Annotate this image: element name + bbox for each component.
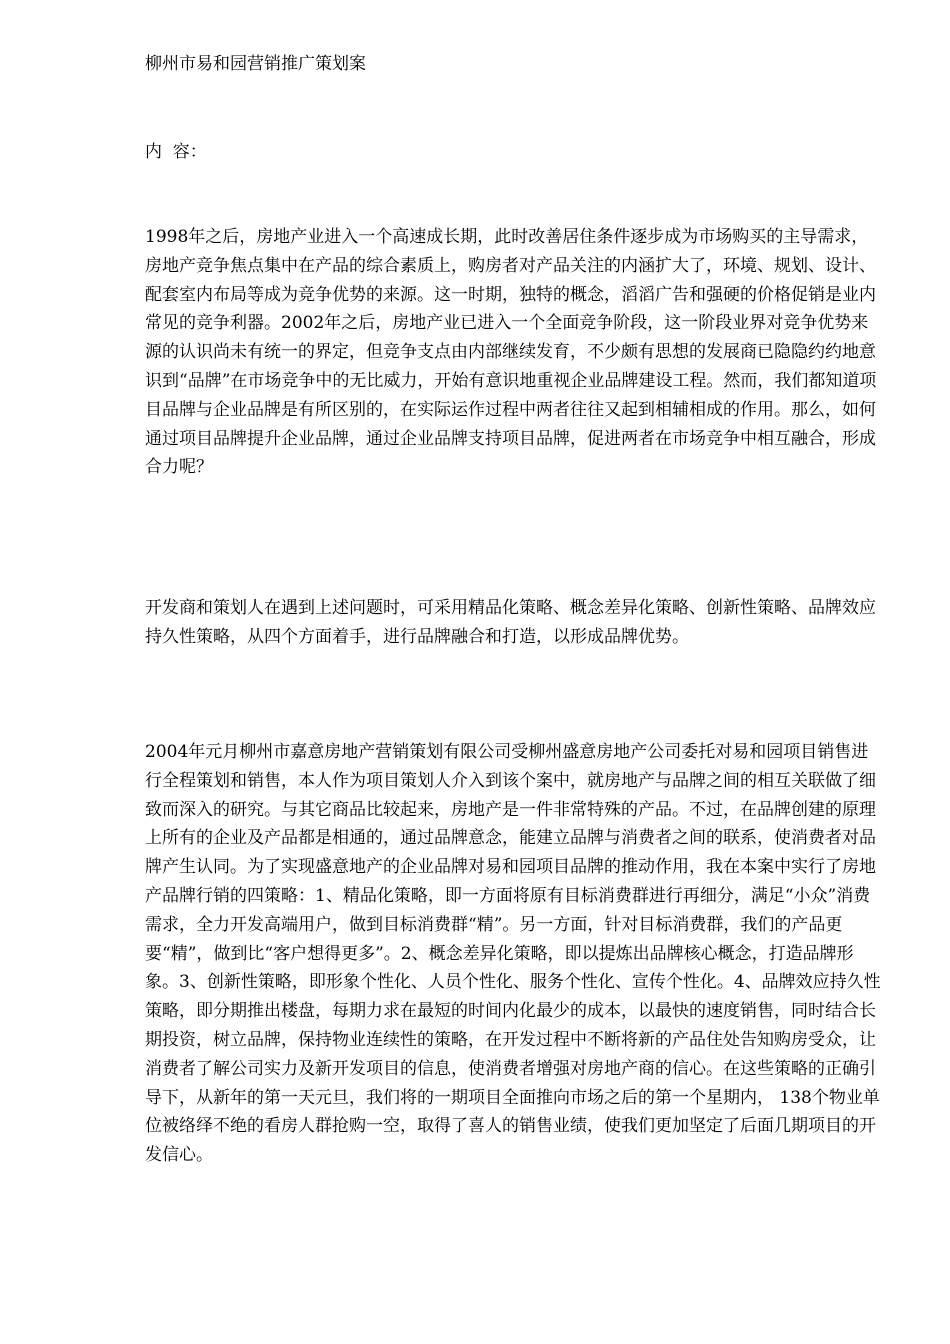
paragraph-case-study: 2004年元月柳州市嘉意房地产营销策划有限公司受柳州盛意房地产公司委托对易和园项目销售进行全程策划和销售，本人作为项目策划人介入到该个案中，就房地产与品牌之间的相互关联做了细致而深入的研究。与其它商品比较起来，房地产是一件非常特殊的产品。不过，在品牌创建的原理上所有的企业及产品都是相通的，通过品牌意念，能建立品牌与消费者之间的联系，使消费者对品牌产生认同。为了实现盛意地产的企业品牌对易和园项目品牌的推动作用，我在本案中实行了房地产品牌行销的四策略：1、精品化策略，即一方面将原有目标消费群进行再细分，满足“小众”消费需求，全力开发高端用户，做到目标消费群“精”。另一方面，针对目标消费群，我们的产品更要“精”，做到比“客户想得更多”。2、概念差异化策略，即以提炼出品牌核心概念，打造品牌形象。3、创新性策略，即形象个性化、人员个性化、服务个性化、宣传个性化。4、品牌效应持久性策略，即分期推出楼盘，每期力求在最短的时间内化最少的成本，以最快的速度销售，同时结合长期投资，树立品牌，保持物业连续性的策略，在开发过程中不断将新的产品住处告知购房受众，让消费者了解公司实力及新开发项目的信息，使消费者增强对房地产商的信心。在这些策略的正确引导下，从新年的第一天元旦，我们将的一期项目全面推向市场之后的第一个星期内， 138个物业单位被络绎不绝的看房人群抢购一空，取得了喜人的销售业绩，使我们更加坚定了后面几期项目的开发信心。 xyxy=(145,742,881,1166)
content-label: 内 容： xyxy=(145,142,207,162)
document-title: 柳州市易和园营销推广策划案 xyxy=(145,54,366,74)
paragraph-background: 1998年之后，房地产业进入一个高速成长期，此时改善居住条件逐步成为市场购买的主导需求，房地产竞争焦点集中在产品的综合素质上，购房者对产品关注的内涵扩大了，环境、规划、设计、配套室内布局等成为竞争优势的来源。这一时期，独特的概念，滔滔广告和强硬的价格促销是业内常见的竞争利器。2002年之后，房地产业已进入一个全面竞争阶段，这一阶段业界对竞争优势来源的认识尚未有统一的界定，但竞争支点由内部继续发育，不少颇有思想的发展商已隐隐约约地意识到“品牌”在市场竞争中的无比威力，开始有意识地重视企业品牌建设工程。然而，我们都知道项目品牌与企业品牌是有所区别的，在实际运作过程中两者往往又起到相辅相成的作用。那么，如何通过项目品牌提升企业品牌，通过企业品牌支持项目品牌，促进两者在市场竞争中相互融合，形成合力呢？ xyxy=(145,227,877,478)
paragraph-strategies-intro: 开发商和策划人在遇到上述问题时，可采用精品化策略、概念差异化策略、创新性策略、品牌效应持久性策略，从四个方面着手，进行品牌融合和打造，以形成品牌优势。 xyxy=(145,598,876,647)
